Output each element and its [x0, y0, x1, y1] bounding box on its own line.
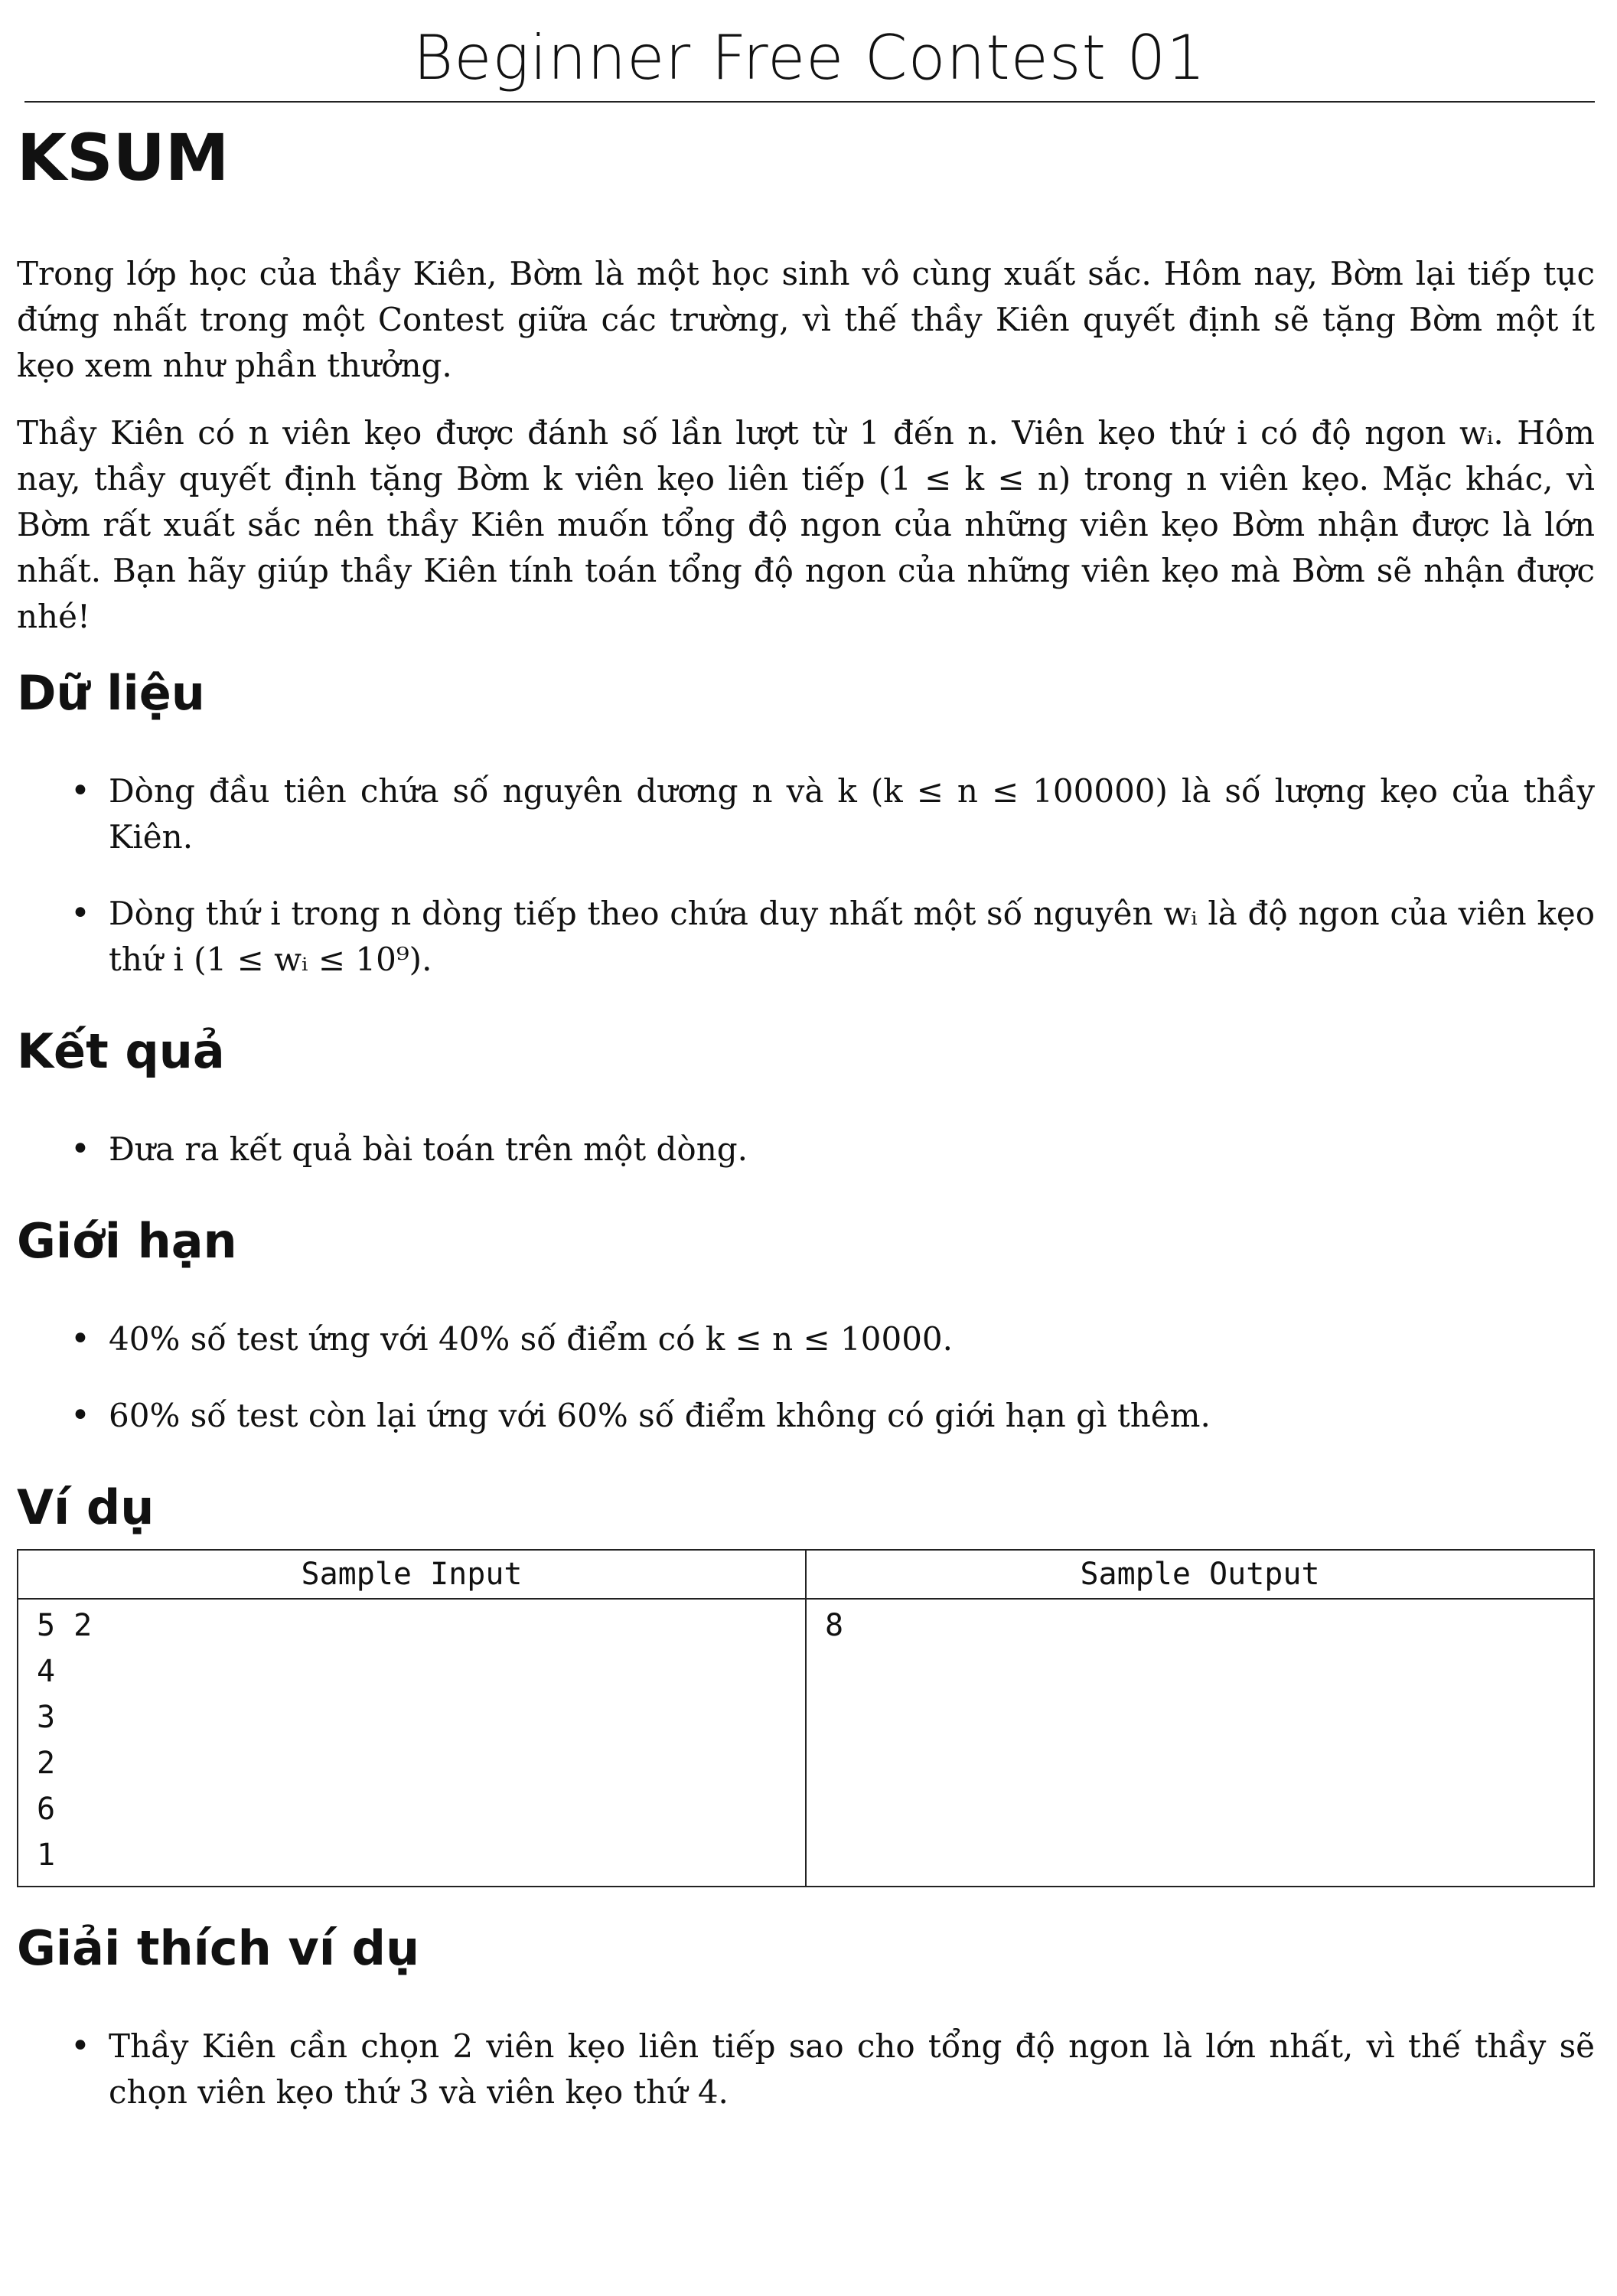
sample-input-cell — [18, 1599, 806, 1887]
sample-input-line: 1 — [37, 1838, 56, 1873]
input-heading: Dữ liệu — [17, 665, 205, 721]
output-heading: Kết quả — [17, 1023, 225, 1079]
sample-input-line: 2 — [37, 1746, 56, 1781]
problem-statement — [17, 115, 1595, 2154]
contest-title: Beginner Free Contest 01 — [24, 21, 1595, 103]
example-heading: Ví dụ — [17, 1479, 155, 1535]
list-item: • Thầy Kiên cần chọn 2 viên kẹo liên tiếp sao cho tổng độ ngon là lớn nhất, vì thế thầy sẽ chọn viên kẹo thứ 3 và viên kẹo thứ 4. — [17, 2024, 1595, 2115]
sample-output-line: 8 — [825, 1608, 844, 1643]
problem-code: KSUM — [17, 120, 230, 195]
explanation-list — [17, 2024, 1595, 2115]
sample-input-line: 6 — [37, 1792, 56, 1827]
intro-paragraph: Trong lớp học của thầy Kiên, Bờm là một học sinh vô cùng xuất sắc. Hôm nay, Bờm lại tiếp tục đứng nhất trong một Contest giữa các trường, vì thế thầy Kiên quyết định sẽ tặng Bờm một ít kẹo xem như phần thưởng. — [17, 255, 1595, 384]
list-item: • Dòng thứ i trong n dòng tiếp theo chứa duy nhất một số nguyên wᵢ là độ ngon của viên kẹo thứ i (1 ≤ wᵢ ≤ 10⁹). — [17, 891, 1595, 983]
sample-input-line: 3 — [37, 1700, 56, 1735]
limits-heading: Giới hạn — [17, 1213, 237, 1269]
sample-table — [17, 1549, 1595, 1887]
sample-input-line: 5 2 — [37, 1608, 93, 1643]
sample-output-cell — [806, 1599, 1594, 1887]
list-item: • 40% số test ứng với 40% số điểm có k ≤ n ≤ 10000. — [17, 1316, 1595, 1362]
sample-input-line: 4 — [37, 1654, 56, 1689]
list-item: • Đưa ra kết quả bài toán trên một dòng. — [17, 1127, 1595, 1172]
limits-list — [17, 1316, 1595, 1439]
list-item: • 60% số test còn lại ứng với 60% số điểm không có giới hạn gì thêm. — [17, 1393, 1595, 1439]
output-list — [17, 1127, 1595, 1172]
explanation-heading: Giải thích ví dụ — [17, 1920, 420, 1976]
task-paragraph: Thầy Kiên có n viên kẹo được đánh số lần lượt từ 1 đến n. Viên kẹo thứ i có độ ngon wᵢ. Hôm nay, thầy quyết định tặng Bờm k viên kẹo liên tiếp (1 ≤ k ≤ n) trong n viên kẹo. Mặc khác, vì Bờm rất xuất sắc nên thầy Kiên muốn tổng độ ngon của những viên kẹo Bờm nhận được là lớn nhất. Bạn hãy giúp thầy Kiên tính toán tổng độ ngon của những viên kẹo mà Bờm sẽ nhận được nhé! — [17, 414, 1595, 635]
input-list — [17, 768, 1595, 983]
sample-output-header: Sample Output — [806, 1550, 1594, 1599]
list-item: • Dòng đầu tiên chứa số nguyên dương n và k (k ≤ n ≤ 100000) là số lượng kẹo của thầy Kiên. — [17, 768, 1595, 860]
sample-input-header: Sample Input — [18, 1550, 806, 1599]
